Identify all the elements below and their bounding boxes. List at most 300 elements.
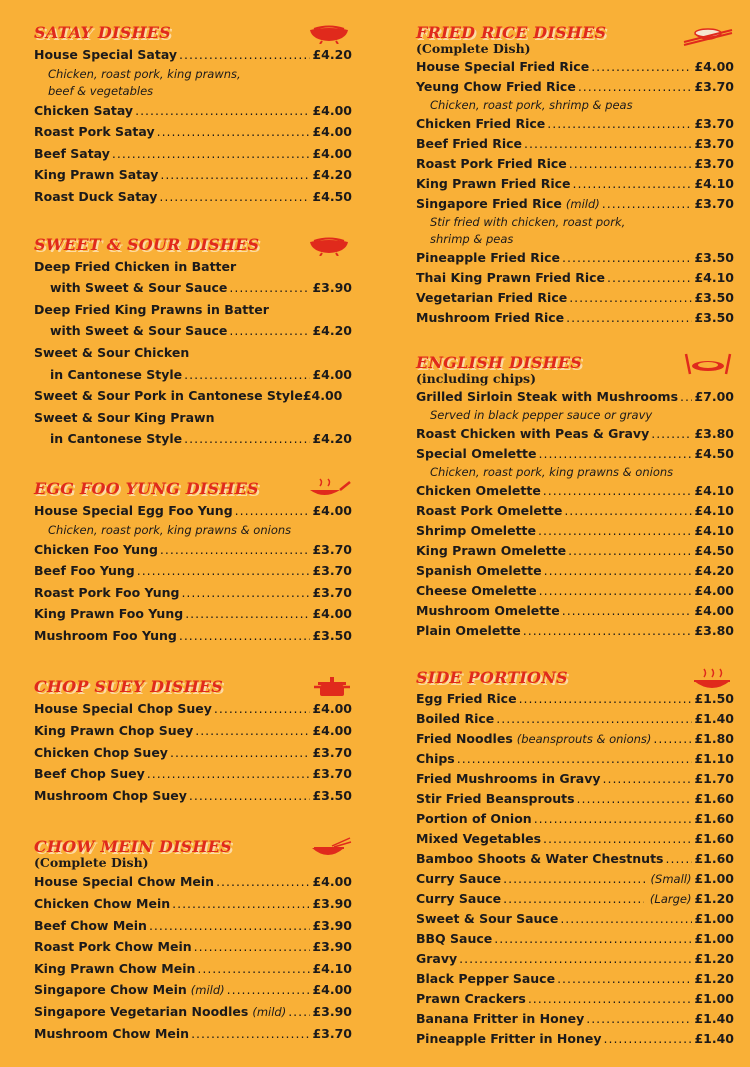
item-name: Roast Pork Chow Mein	[34, 939, 192, 955]
item-qualifier: (mild)	[252, 1005, 287, 1019]
menu-item	[34, 143, 352, 165]
item-name: Mushroom Chop Suey	[34, 787, 187, 803]
menu-item	[416, 481, 734, 501]
menu-item	[416, 444, 734, 464]
leader-dots	[159, 186, 310, 208]
menu-item	[416, 601, 734, 621]
menu-item	[416, 424, 734, 444]
menu-item	[416, 288, 734, 308]
item-name: Roast Duck Satay	[34, 188, 158, 204]
item-name: Deep Fried King Prawns in Batter	[34, 301, 269, 317]
menu-item	[416, 114, 734, 134]
leader-dots	[680, 387, 692, 407]
item-name: Chips	[416, 751, 455, 766]
menu-item	[34, 958, 352, 980]
item-name: Roast Pork Satay	[34, 124, 155, 140]
leader-dots	[557, 969, 692, 989]
item-price: £1.00	[694, 911, 734, 926]
item-name: Pineapple Fritter in Honey	[416, 1031, 602, 1046]
leader-dots	[562, 601, 693, 621]
bowl-icon	[306, 22, 352, 48]
menu-item	[416, 194, 734, 214]
item-name: Egg Fried Rice	[416, 691, 517, 706]
item-price: £4.50	[312, 188, 352, 204]
leader-dots	[503, 869, 644, 889]
menu-item	[34, 186, 352, 208]
menu-section-egg-foo-yung-dishes	[34, 478, 352, 647]
menu-item	[416, 501, 734, 521]
menu-item	[34, 44, 352, 66]
item-price: £3.70	[694, 79, 734, 94]
item-name: Chicken Chow Mein	[34, 896, 171, 912]
item-price: £3.90	[312, 896, 352, 912]
leader-dots	[604, 1029, 693, 1049]
item-description: beef & vegetables	[48, 83, 154, 98]
item-name: Beef Fried Rice	[416, 136, 523, 151]
menu-item	[34, 539, 352, 561]
item-price: £7.00	[694, 389, 734, 404]
menu-item	[34, 407, 352, 429]
menu-section-chop-suey-dishes	[34, 676, 352, 806]
item-name: Plain Omelette	[416, 623, 521, 638]
leader-dots	[564, 501, 692, 521]
menu-item	[34, 915, 352, 937]
item-price: £4.10	[694, 503, 734, 518]
item-name: Boiled Rice	[416, 711, 495, 726]
item-name: Chicken Chop Suey	[34, 744, 168, 760]
item-name: Mushroom Chow Mein	[34, 1025, 190, 1041]
menu-item	[34, 893, 352, 915]
leader-dots	[112, 143, 311, 165]
item-price: £1.40	[694, 711, 734, 726]
leader-dots	[578, 77, 693, 97]
item-name: Curry Sauce	[416, 891, 502, 906]
item-description: Served in black pepper sauce or gravy	[430, 408, 653, 422]
item-name: Thai King Prawn Fried Rice	[416, 270, 605, 285]
menu-item	[34, 428, 352, 450]
item-price: £4.10	[694, 523, 734, 538]
menu-section-satay-dishes	[34, 22, 352, 208]
right-column	[416, 22, 734, 1049]
leader-dots	[147, 763, 311, 785]
item-price: £4.20	[312, 167, 352, 183]
leader-dots	[577, 789, 693, 809]
menu-item	[34, 936, 352, 958]
item-price: £1.00	[694, 931, 734, 946]
leader-dots	[137, 560, 311, 582]
menu-section-sweet-sour-dishes	[34, 234, 352, 450]
item-name: Sweet & Sour Chicken	[34, 344, 190, 360]
menu-item	[416, 1009, 734, 1029]
leader-dots	[179, 44, 310, 66]
menu-item	[416, 248, 734, 268]
menu-item	[416, 769, 734, 789]
item-name: Beef Foo Yung	[34, 563, 135, 579]
leader-dots	[566, 308, 692, 328]
leader-dots	[189, 785, 311, 807]
item-price: £1.00	[694, 871, 734, 886]
menu-item	[34, 742, 352, 764]
item-name: Bamboo Shoots & Water Chestnuts	[416, 851, 664, 866]
section-title: CHOW MEIN DISHES	[34, 837, 232, 857]
leader-dots	[227, 979, 311, 1001]
rice-bowl-icon	[682, 22, 734, 52]
item-name: Mixed Vegetables	[416, 831, 542, 846]
item-qualifier: (mild)	[190, 983, 225, 998]
menu-item	[416, 387, 734, 407]
item-name: Roast Pork Omelette	[416, 503, 563, 518]
leader-dots	[197, 958, 310, 980]
leader-dots	[602, 194, 693, 214]
item-name: Fried Mushrooms in Gravy	[416, 771, 601, 786]
leader-dots	[528, 989, 693, 1009]
section-title: SATAY DISHES	[34, 23, 171, 42]
leader-dots	[544, 561, 693, 581]
item-price: £3.70	[694, 196, 734, 211]
menu-item	[416, 709, 734, 729]
menu-item	[416, 581, 734, 601]
menu-item	[416, 729, 734, 749]
item-description: Chicken, roast pork, king prawns & onions	[48, 522, 292, 537]
item-name: in Cantonese Style	[50, 366, 183, 382]
menu-item	[34, 277, 352, 299]
item-price: £3.50	[694, 250, 734, 265]
leader-dots	[543, 481, 693, 501]
leader-dots	[534, 809, 693, 829]
menu-item	[416, 689, 734, 709]
menu-item	[34, 1023, 352, 1045]
item-name: King Prawn Satay	[34, 167, 159, 183]
item-price: £4.20	[312, 431, 352, 447]
item-price: £4.00	[312, 982, 352, 998]
item-price: £3.70	[694, 156, 734, 171]
leader-dots	[569, 288, 692, 308]
item-price: £1.20	[694, 951, 734, 966]
leader-dots	[135, 100, 310, 122]
item-price: £3.50	[312, 627, 352, 643]
item-price: £3.80	[694, 623, 734, 638]
menu-item	[416, 789, 734, 809]
item-price: £1.60	[694, 791, 734, 806]
menu-item	[416, 909, 734, 929]
leader-dots	[160, 164, 310, 186]
menu-item	[416, 1029, 734, 1049]
section-title: SIDE PORTIONS	[416, 668, 568, 687]
menu-item	[416, 134, 734, 154]
menu-item	[416, 749, 734, 769]
menu-item	[416, 809, 734, 829]
item-name: House Special Chop Suey	[34, 701, 212, 717]
item-name: Mushroom Omelette	[416, 603, 560, 618]
section-title: EGG FOO YUNG DISHES	[34, 478, 259, 498]
leader-dots	[184, 428, 310, 450]
item-name: Yeung Chow Fried Rice	[416, 79, 576, 94]
item-name: King Prawn Fried Rice	[416, 176, 571, 191]
item-price: £3.70	[312, 1025, 352, 1041]
item-price: £4.20	[694, 563, 734, 578]
item-price: £4.20	[312, 47, 352, 62]
menu-item	[34, 385, 352, 407]
item-price: £4.10	[694, 176, 734, 191]
item-size: (Large)	[649, 892, 692, 906]
item-price: £3.90	[312, 939, 352, 955]
leader-dots	[568, 541, 692, 561]
menu-item	[416, 154, 734, 174]
item-price: £4.00	[312, 502, 352, 518]
leader-dots	[603, 769, 693, 789]
item-name: Roast Chicken with Peas & Gravy	[416, 426, 650, 441]
item-price: £4.10	[694, 270, 734, 285]
leader-dots	[519, 689, 693, 709]
leader-dots	[538, 521, 692, 541]
menu-item	[34, 582, 352, 604]
item-price: £1.10	[694, 751, 734, 766]
item-name: Roast Pork Foo Yung	[34, 584, 180, 600]
item-price: £3.70	[694, 136, 734, 151]
menu-item	[416, 621, 734, 641]
leader-dots	[229, 277, 310, 299]
item-name: Mushroom Foo Yung	[34, 627, 177, 643]
leader-dots	[496, 709, 692, 729]
leader-dots	[184, 364, 310, 386]
menu-item	[34, 500, 352, 522]
menu-item	[34, 560, 352, 582]
leader-dots	[573, 174, 693, 194]
leader-dots	[651, 424, 692, 444]
item-price: £1.40	[694, 1011, 734, 1026]
section-subtitle: (Complete Dish)	[34, 855, 149, 871]
item-price: £3.80	[694, 426, 734, 441]
item-name: Shrimp Omelette	[416, 523, 536, 538]
item-qualifier: (beansprouts & onions)	[516, 732, 652, 746]
leader-dots	[195, 720, 310, 742]
menu-item	[416, 268, 734, 288]
item-price: £4.10	[694, 483, 734, 498]
menu-item	[34, 342, 352, 364]
item-price: £3.70	[312, 541, 352, 557]
plate-cutlery-icon	[682, 352, 734, 380]
steaming-bowl-icon	[690, 667, 734, 697]
item-price: £4.00	[312, 366, 352, 382]
menu-section-english-dishes	[416, 352, 734, 641]
item-name: Mushroom Fried Rice	[416, 310, 565, 325]
item-name: Prawn Crackers	[416, 991, 526, 1006]
item-name: House Special Satay	[34, 47, 178, 62]
menu-item	[416, 541, 734, 561]
leader-dots	[229, 320, 310, 342]
item-price: £1.80	[694, 731, 734, 746]
item-name: Gravy	[416, 951, 458, 966]
leader-dots	[523, 621, 693, 641]
menu-item	[34, 785, 352, 807]
item-name: Singapore Fried Rice	[416, 196, 562, 211]
item-name: King Prawn Chow Mein	[34, 960, 196, 976]
leader-dots	[214, 698, 311, 720]
item-name: Spanish Omelette	[416, 563, 542, 578]
menu-item	[416, 869, 734, 889]
item-price: £4.00	[694, 59, 734, 74]
item-description: Stir fried with chicken, roast pork,	[430, 215, 626, 229]
menu-item	[416, 308, 734, 328]
leader-dots	[181, 582, 310, 604]
item-price: £3.70	[312, 563, 352, 579]
menu-item	[34, 603, 352, 625]
item-price: £3.70	[312, 584, 352, 600]
item-name: Vegetarian Fried Rice	[416, 290, 568, 305]
item-price: £1.60	[694, 831, 734, 846]
section-subtitle: (including chips)	[416, 371, 537, 386]
item-name: Deep Fried Chicken in Batter	[34, 258, 237, 274]
menu-item	[34, 256, 352, 278]
leader-dots	[547, 114, 692, 134]
leader-dots	[607, 268, 692, 288]
item-name: Beef Chow Mein	[34, 917, 147, 933]
menu-item	[34, 121, 352, 143]
menu-item	[34, 364, 352, 386]
item-name: Beef Satay	[34, 145, 110, 161]
left-column	[34, 22, 352, 1044]
item-price: £1.70	[694, 771, 734, 786]
item-name: Chicken Foo Yung	[34, 541, 158, 557]
menu-item	[416, 989, 734, 1009]
menu-item	[34, 871, 352, 893]
leader-dots	[170, 742, 310, 764]
leader-dots	[194, 936, 311, 958]
item-price: £4.00	[312, 124, 352, 140]
menu-item	[34, 979, 352, 1001]
menu-item	[416, 561, 734, 581]
leader-dots	[179, 625, 311, 647]
leader-dots	[539, 444, 693, 464]
item-price: £1.20	[694, 971, 734, 986]
leader-dots	[543, 829, 692, 849]
item-price: £4.00	[312, 701, 352, 717]
noodle-bowl-icon	[308, 836, 352, 866]
section-title: ENGLISH DISHES	[416, 353, 583, 372]
leader-dots	[172, 893, 310, 915]
menu-item	[34, 1001, 352, 1023]
leader-dots	[216, 871, 310, 893]
item-name: with Sweet & Sour Sauce	[50, 280, 228, 296]
item-price: £3.70	[312, 766, 352, 782]
leader-dots	[288, 1001, 310, 1023]
menu-item	[34, 720, 352, 742]
item-price: £4.50	[694, 446, 734, 461]
leader-dots	[503, 889, 644, 909]
item-price: £4.00	[312, 606, 352, 622]
item-price: £1.20	[694, 891, 734, 906]
item-name: King Prawn Foo Yung	[34, 606, 184, 622]
leader-dots	[457, 749, 693, 769]
item-price: £4.00	[694, 603, 734, 618]
item-name: King Prawn Chop Suey	[34, 723, 194, 739]
item-name: Banana Fritter in Honey	[416, 1011, 585, 1026]
item-name: Grilled Sirloin Steak with Mushrooms	[416, 389, 679, 404]
item-name: Roast Pork Fried Rice	[416, 156, 567, 171]
item-price: £1.40	[694, 1031, 734, 1046]
item-price: £4.00	[312, 723, 352, 739]
item-price: £4.00	[312, 102, 352, 118]
menu-item	[34, 299, 352, 321]
leader-dots	[191, 1023, 310, 1045]
leader-dots	[524, 134, 692, 154]
item-price: £3.50	[694, 310, 734, 325]
item-name: Special Omelette	[416, 446, 537, 461]
leader-dots	[666, 849, 693, 869]
item-name: Chicken Satay	[34, 102, 134, 118]
menu-item	[34, 763, 352, 785]
item-price: £4.00	[312, 145, 352, 161]
item-description: Chicken, roast pork, king prawns,	[48, 66, 241, 81]
item-price: £3.70	[312, 744, 352, 760]
item-price: £3.50	[694, 290, 734, 305]
item-name: Chicken Fried Rice	[416, 116, 546, 131]
item-price: £1.50	[694, 691, 734, 706]
menu-item	[416, 969, 734, 989]
menu-item	[416, 521, 734, 541]
leader-dots	[160, 539, 311, 561]
leader-dots	[653, 729, 692, 749]
menu-item	[416, 829, 734, 849]
menu-item	[416, 889, 734, 909]
leader-dots	[149, 915, 311, 937]
item-name: Stir Fried Beansprouts	[416, 791, 575, 806]
item-price: £1.60	[694, 851, 734, 866]
item-price: £3.90	[312, 280, 352, 296]
item-description: shrimp & peas	[430, 232, 514, 246]
leader-dots	[459, 949, 692, 969]
item-name: Beef Chop Suey	[34, 766, 145, 782]
leader-dots	[494, 929, 692, 949]
item-price: £3.50	[312, 787, 352, 803]
section-subtitle: (Complete Dish)	[416, 41, 531, 56]
section-title: FRIED RICE DISHES	[416, 23, 607, 42]
menu-item	[416, 949, 734, 969]
item-name: House Special Egg Foo Yung	[34, 502, 233, 518]
item-name: Cheese Omelette	[416, 583, 537, 598]
item-description: Chicken, roast pork, shrimp & peas	[430, 98, 633, 112]
leader-dots	[235, 500, 311, 522]
menu-item	[34, 698, 352, 720]
bowl-icon	[306, 234, 352, 260]
item-price: £4.10	[312, 960, 352, 976]
menu-item	[34, 100, 352, 122]
leader-dots	[562, 248, 692, 268]
item-price: £3.70	[694, 116, 734, 131]
item-name: House Special Chow Mein	[34, 874, 215, 890]
item-price: £4.00	[312, 874, 352, 890]
menu-item	[34, 320, 352, 342]
item-name: Fried Noodles	[416, 731, 513, 746]
item-name: Curry Sauce	[416, 871, 502, 886]
item-price: £3.90	[312, 1004, 352, 1019]
leader-dots	[157, 121, 311, 143]
item-name: Sweet & Sour King Prawn	[34, 409, 215, 425]
menu-item	[416, 929, 734, 949]
item-name: Chicken Omelette	[416, 483, 541, 498]
menu-item	[416, 57, 734, 77]
menu-item	[34, 164, 352, 186]
item-name: King Prawn Omelette	[416, 543, 567, 558]
item-name: Portion of Onion	[416, 811, 532, 826]
menu-item	[416, 849, 734, 869]
leader-dots	[539, 581, 693, 601]
item-description: Chicken, roast pork, king prawns & onions	[430, 465, 674, 479]
item-price: £1.60	[694, 811, 734, 826]
item-name: Sweet & Sour Sauce	[416, 911, 559, 926]
leader-dots	[591, 57, 692, 77]
leader-dots	[185, 603, 310, 625]
